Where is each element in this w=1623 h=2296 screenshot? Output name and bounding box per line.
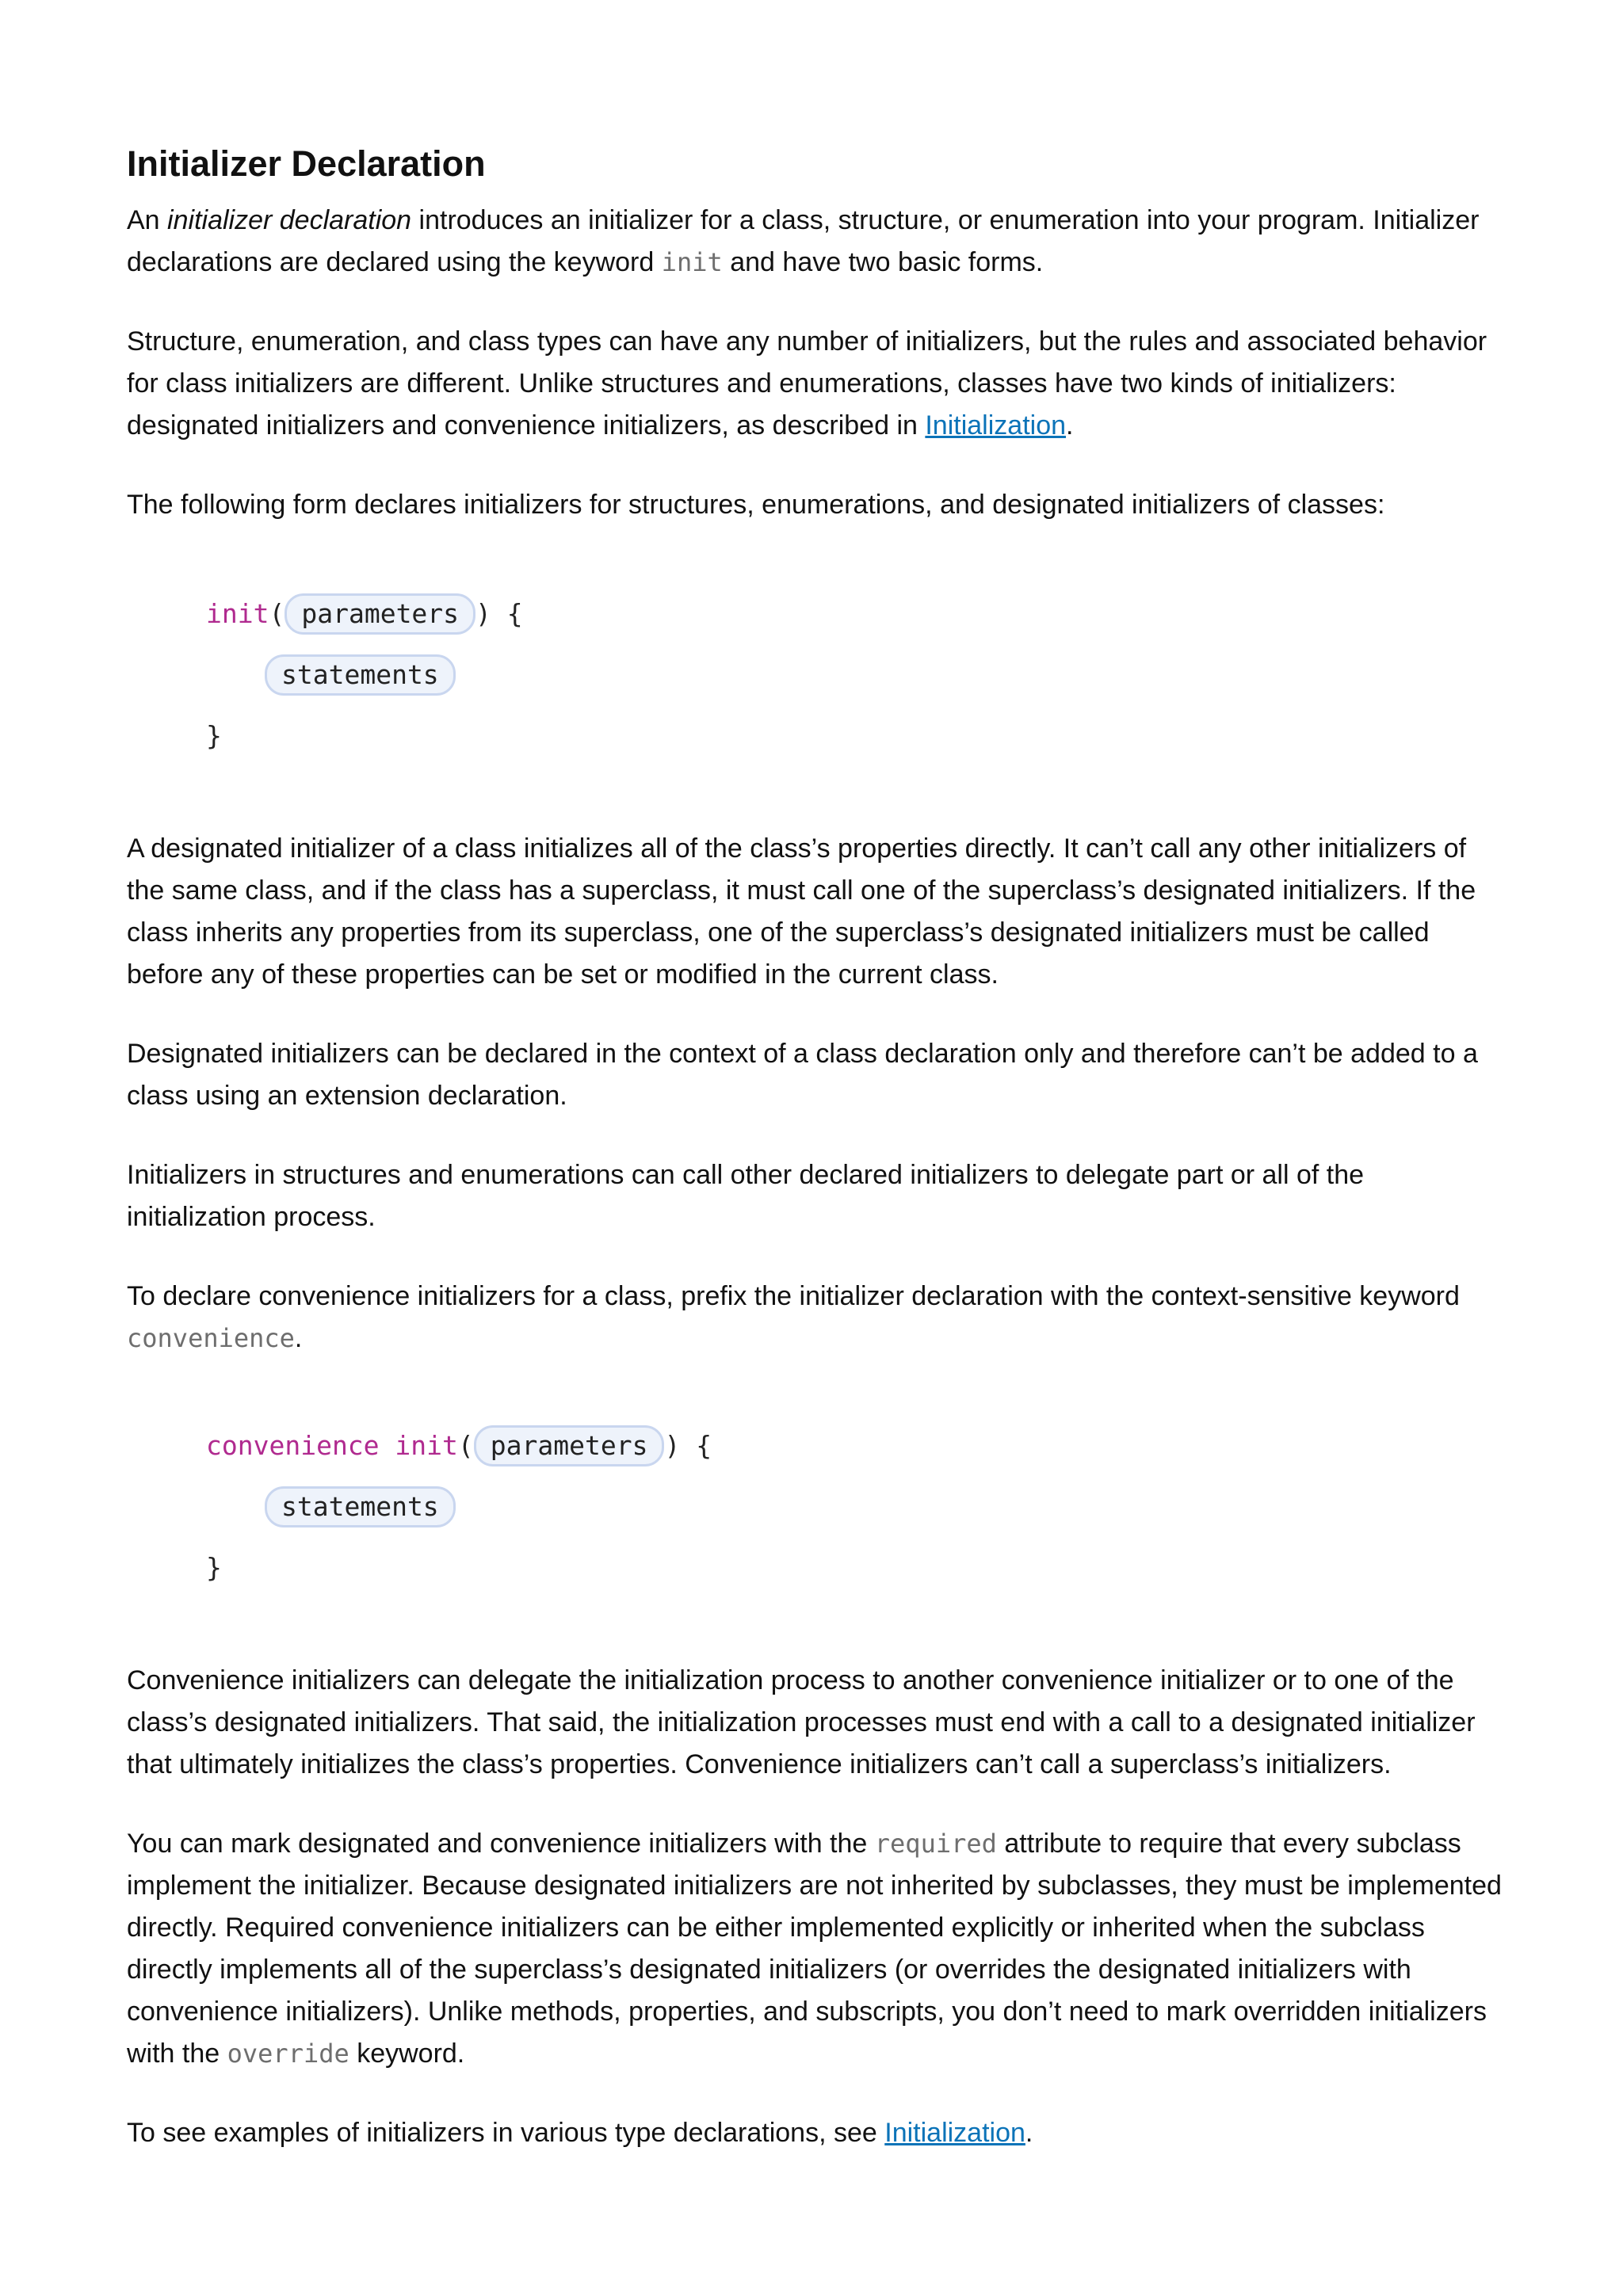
code-line-close: } [206,1552,222,1583]
document-page [127,143,1506,2191]
section-title: Initializer Declaration [127,143,486,184]
code-line-body [206,1476,1506,1537]
paragraph-required-attribute: You can mark designated and convenience initializers with the required attribute to require that every subclass implement the initializer. Because designated initializers are not inherited by subclasses, they must be implemented directly. Required convenience initializers can be either implemented explicitly or inherited when the subclass directly implements all of the superclass’s designated initializers (or overrides the designated initializers with convenience initializers). Unlike methods, properties, and subscripts, you don’t need to mark overridden initializers with the override keyword. [127,1829,1502,2069]
paragraph-delegation: Initializers in structures and enumerations can call other declared initializers to delegate part or all of the initialization process. [127,1160,1365,1232]
code-keyword-convenience: convenience [206,1430,380,1461]
paragraph-examples: To see examples of initializers in various type declarations, see Initialization. [127,2118,1033,2148]
inline-code-convenience: convenience [127,1323,295,1353]
code-block-convenience [206,1415,1506,1598]
inline-code-override: override [227,2039,349,2069]
initialization-link[interactable]: Initialization [884,2118,1025,2148]
code-placeholder-parameters: parameters [474,1425,665,1466]
paragraph-intro: An initializer declaration introduces an initializer for a class, structure, or enumeration into your program. Initializer declarations are declared using the keyword init and have two basic forms. [127,205,1480,277]
initialization-link[interactable]: Initialization [925,410,1067,441]
inline-code-init: init [661,247,723,277]
paragraph-designated-context: Designated initializers can be declared in the context of a class declaration only and therefore can’t be added to a class using an extension declaration. [127,1039,1478,1111]
paragraph-following-form: The following form declares initializers for structures, enumerations, and designated initializers of classes: [127,490,1385,520]
paragraph-designated-initializer: A designated initializer of a class initializes all of the class’s properties directly. It can’t call any other initializers of the same class, and if the class has a superclass, it must call one of the superclass’s designated initializers. If the class inherits any properties from its superclass, one of the superclass’s designated initializers must be called before any of these properties can be set or modified in the current class. [127,833,1476,990]
code-placeholder-statements: statements [265,654,456,696]
code-keyword-init: init [206,598,269,629]
code-block-designated [206,583,1506,766]
paragraph-types: Structure, enumeration, and class types can have any number of initializers, but the rules and associated behavior for class initializers are different. Unlike structures and enumerations, classes have two kinds of initializers: designated initializers and convenience initializers, as described in Initialization. [127,326,1487,441]
paragraph-convenience-keyword: To declare convenience initializers for a class, prefix the initializer declaration with the context-sensitive keyword convenience. [127,1281,1460,1353]
code-line-body [206,644,1506,705]
paragraph-convenience-delegation: Convenience initializers can delegate the initialization process to another convenience initializer or to one of the class’s designated initializers. That said, the initialization processes must end with a call to a designated initializer that ultimately initializes the class’s properties. Convenience initializers can’t call a superclass’s initializers. [127,1665,1476,1779]
code-line-close: } [206,720,222,751]
code-line-signature: convenience init( parameters ) { [206,1415,1506,1476]
code-line-signature: init( parameters ) { [206,583,1506,644]
code-placeholder-statements: statements [265,1486,456,1527]
inline-code-required: required [874,1829,997,1859]
code-placeholder-parameters: parameters [285,593,475,635]
emphasis-term: initializer declaration [167,205,412,235]
code-keyword-init: init [395,1430,458,1461]
